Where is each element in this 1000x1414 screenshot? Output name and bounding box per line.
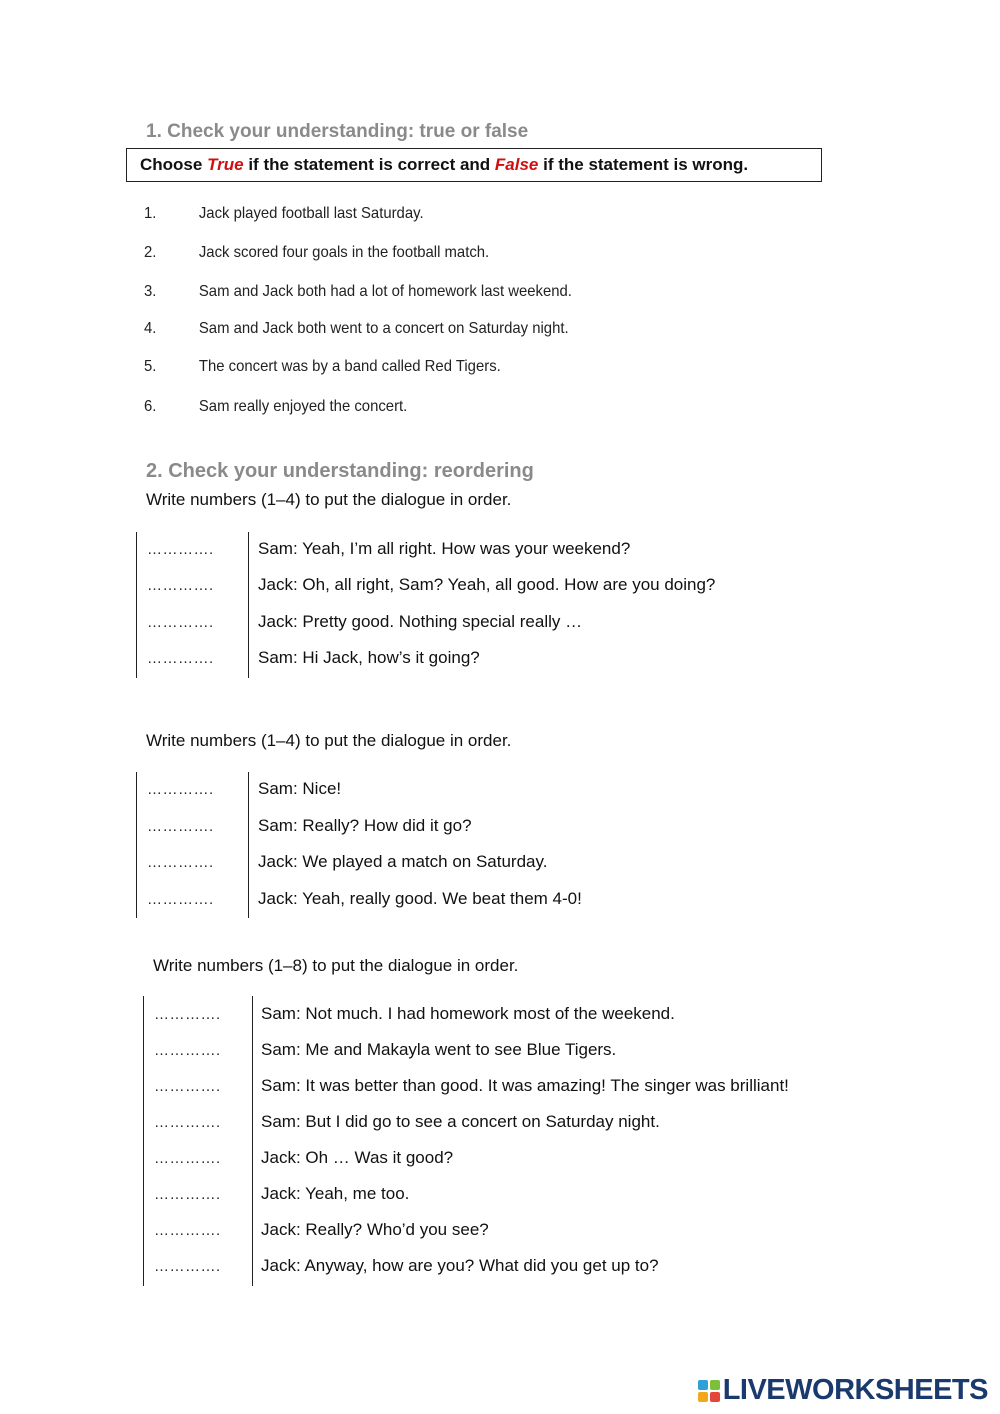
dialogue-line: Jack: Really? Who’d you see? bbox=[261, 1220, 489, 1239]
statement-number: 6. bbox=[144, 398, 157, 415]
group1-divider bbox=[248, 532, 249, 678]
statement-text: Sam and Jack both had a lot of homework last weekend. bbox=[198, 283, 572, 300]
instruction-part3: if the statement is wrong. bbox=[538, 155, 749, 174]
dialogue-line: Jack: Oh, all right, Sam? Yeah, all good. How are you doing? bbox=[258, 575, 716, 594]
answer-blank[interactable]: …………. bbox=[154, 1222, 221, 1239]
group2-instruction: Write numbers (1–4) to put the dialogue in order. bbox=[146, 731, 512, 750]
section2-title: 2. Check your understanding: reordering bbox=[146, 460, 534, 482]
answer-blank[interactable]: …………. bbox=[154, 1150, 221, 1167]
instruction-part2: if the statement is correct and bbox=[243, 155, 495, 174]
dialogue-line: Jack: Anyway, how are you? What did you get up to? bbox=[261, 1256, 659, 1275]
dialogue-line: Sam: Not much. I had homework most of the weekend. bbox=[261, 1004, 675, 1023]
answer-blank[interactable]: …………. bbox=[154, 1042, 221, 1059]
answer-blank[interactable]: …………. bbox=[147, 541, 214, 558]
statement-number: 1. bbox=[144, 205, 157, 222]
answer-blank[interactable]: …………. bbox=[147, 854, 214, 871]
statement bbox=[144, 244, 489, 262]
group3-left-border bbox=[143, 996, 144, 1286]
answer-blank[interactable]: …………. bbox=[154, 1114, 221, 1131]
dialogue-line: Jack: We played a match on Saturday. bbox=[258, 852, 548, 871]
statement-text: The concert was by a band called Red Tigers. bbox=[198, 358, 501, 375]
answer-blank[interactable]: …………. bbox=[154, 1006, 221, 1023]
dialogue-line: Sam: It was better than good. It was amazing! The singer was brilliant! bbox=[261, 1076, 789, 1095]
statement bbox=[144, 283, 572, 301]
answer-blank[interactable]: …………. bbox=[154, 1078, 221, 1095]
statement-number: 4. bbox=[144, 320, 157, 337]
dialogue-line: Sam: But I did go to see a concert on Saturday night. bbox=[261, 1112, 660, 1131]
false-word: False bbox=[494, 155, 539, 174]
answer-blank[interactable]: …………. bbox=[147, 818, 214, 835]
answer-blank[interactable]: …………. bbox=[154, 1258, 221, 1275]
logo-mark-icon bbox=[698, 1380, 720, 1402]
liveworksheets-logo[interactable] bbox=[698, 1374, 988, 1407]
statement-text: Sam and Jack both went to a concert on Saturday night. bbox=[198, 320, 569, 337]
statement bbox=[144, 320, 569, 338]
answer-blank[interactable]: …………. bbox=[147, 891, 214, 908]
answer-blank[interactable]: …………. bbox=[147, 781, 214, 798]
statement-text: Jack played football last Saturday. bbox=[198, 205, 424, 222]
statement-number: 5. bbox=[144, 358, 157, 375]
dialogue-line: Sam: Hi Jack, how’s it going? bbox=[258, 648, 480, 667]
dialogue-line: Jack: Oh … Was it good? bbox=[261, 1148, 454, 1167]
dialogue-line: Sam: Nice! bbox=[258, 779, 342, 798]
instruction-box bbox=[126, 148, 822, 182]
answer-blank[interactable]: …………. bbox=[147, 614, 214, 631]
dialogue-line: Jack: Pretty good. Nothing special really … bbox=[258, 612, 583, 631]
logo-text: LIVEWORKSHEETS bbox=[722, 1374, 988, 1406]
dialogue-line: Sam: Really? How did it go? bbox=[258, 816, 472, 835]
dialogue-line: Jack: Yeah, really good. We beat them 4-0! bbox=[258, 889, 582, 908]
dialogue-line: Jack: Yeah, me too. bbox=[261, 1184, 410, 1203]
true-word: True bbox=[207, 155, 244, 174]
statement bbox=[144, 205, 424, 223]
answer-blank[interactable]: …………. bbox=[147, 577, 214, 594]
instruction-part1: Choose bbox=[140, 155, 208, 174]
answer-blank[interactable]: …………. bbox=[154, 1186, 221, 1203]
statement bbox=[144, 398, 407, 416]
group1-instruction: Write numbers (1–4) to put the dialogue in order. bbox=[146, 490, 512, 509]
section1-title: 1. Check your understanding: true or false bbox=[146, 121, 529, 142]
group3-instruction: Write numbers (1–8) to put the dialogue in order. bbox=[153, 956, 519, 975]
statement bbox=[144, 358, 501, 376]
group2-divider bbox=[248, 772, 249, 918]
statement-text: Sam really enjoyed the concert. bbox=[198, 398, 408, 415]
group1-left-border bbox=[136, 532, 137, 678]
statement-text: Jack scored four goals in the football match. bbox=[198, 244, 490, 261]
group2-left-border bbox=[136, 772, 137, 918]
dialogue-line: Sam: Yeah, I’m all right. How was your weekend? bbox=[258, 539, 631, 558]
statement-number: 2. bbox=[144, 244, 157, 261]
dialogue-line: Sam: Me and Makayla went to see Blue Tigers. bbox=[261, 1040, 617, 1059]
answer-blank[interactable]: …………. bbox=[147, 650, 214, 667]
statement-number: 3. bbox=[144, 283, 157, 300]
group3-divider bbox=[252, 996, 253, 1286]
